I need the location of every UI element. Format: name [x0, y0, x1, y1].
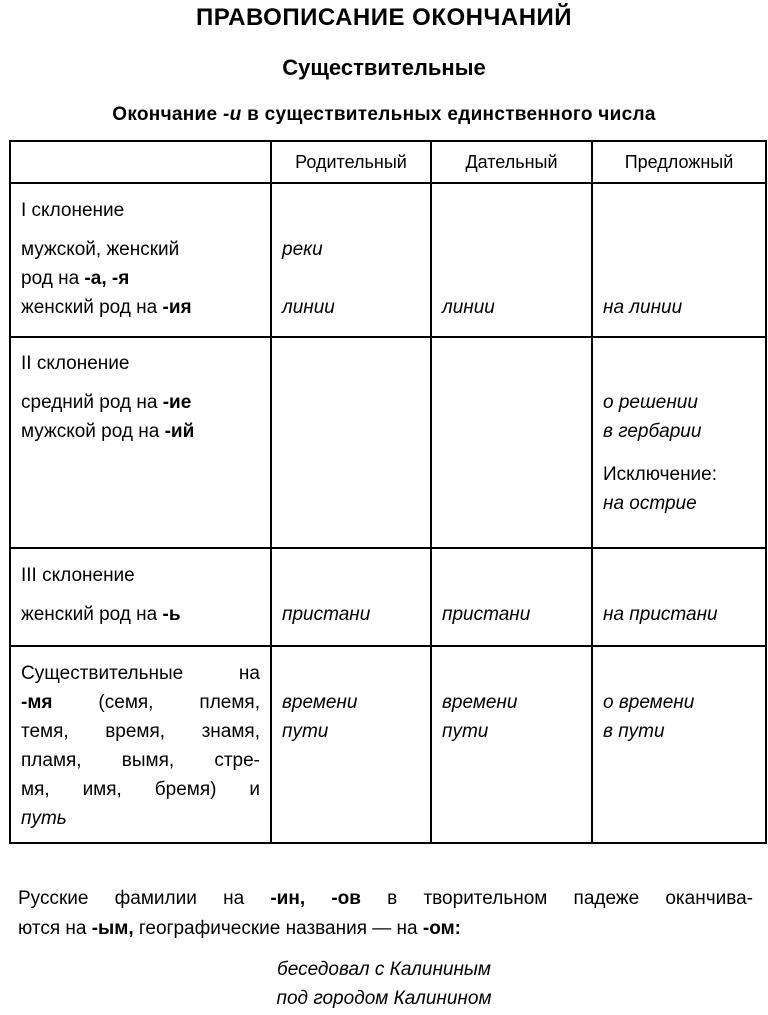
cell-prepositional	[592, 337, 766, 548]
row-desc-line	[21, 293, 260, 322]
example-word: на пристани	[603, 604, 718, 625]
example-word: пути	[282, 721, 329, 742]
cell-dative	[431, 183, 592, 337]
cell-prepositional	[592, 548, 766, 646]
cell-genitive	[271, 183, 431, 337]
note-text: ются на	[18, 918, 92, 939]
header-genitive: Родительный	[271, 141, 431, 183]
example-word: линии	[442, 297, 495, 318]
cell-dative	[431, 548, 592, 646]
cell-prepositional	[592, 183, 766, 337]
desc-ending: -ия	[162, 297, 192, 318]
cell-prepositional	[592, 646, 766, 843]
row-desc-line	[21, 388, 260, 417]
desc-text: род на	[21, 268, 85, 289]
example-word: пристани	[282, 604, 371, 625]
exception-word: на острие	[603, 493, 697, 514]
note-ending: -ым,	[91, 918, 134, 939]
desc-text: женский род на	[21, 604, 163, 625]
cell-genitive	[271, 337, 431, 548]
example-word: реки	[282, 239, 323, 260]
row-desc	[10, 183, 271, 337]
row-desc	[10, 548, 271, 646]
exception-label: Исключение:	[603, 464, 718, 485]
header-dative: Дательный	[431, 141, 592, 183]
cell-dative	[431, 337, 592, 548]
table-row	[10, 548, 766, 646]
example-word: о времени	[603, 692, 695, 713]
caption-ending: -и	[222, 104, 242, 125]
example-word: пути	[442, 721, 489, 742]
page-title: ПРАВОПИСАНИЕ ОКОНЧАНИЙ	[195, 4, 573, 31]
row-desc-line: путь	[21, 808, 67, 829]
table-row	[10, 183, 766, 337]
endings-table	[9, 140, 767, 844]
example-word: на линии	[603, 297, 683, 318]
row-desc-line	[21, 417, 260, 446]
example-word: в гербарии	[603, 421, 702, 442]
row-desc-line	[21, 600, 260, 629]
table-row	[10, 337, 766, 548]
example-word: времени	[282, 692, 358, 713]
row-desc-line: темя, время, знамя,	[21, 721, 260, 742]
declension-label: III склонение	[21, 565, 135, 586]
row-desc-line: пламя, вымя, стре-	[21, 750, 260, 771]
section-subtitle: Существительные	[282, 55, 486, 80]
note-text: в творительном падеже оканчива-	[360, 888, 753, 909]
desc-ending: -мя	[21, 692, 53, 713]
desc-text: (семя, племя,	[52, 692, 260, 713]
declension-label: I склонение	[21, 200, 125, 221]
desc-text: мужской род на	[21, 421, 165, 442]
example-word: о решении	[603, 392, 698, 413]
cell-dative	[431, 646, 592, 843]
row-desc-line	[21, 264, 260, 293]
note-ending: -ин, -ов	[270, 888, 361, 909]
table-header-row	[10, 141, 766, 183]
note-text: географические названия — на	[133, 918, 423, 939]
note-line	[18, 914, 753, 944]
note-line	[18, 884, 753, 914]
table-caption	[0, 104, 768, 126]
desc-ending: -ие	[162, 392, 192, 413]
row-desc-line: Существительные на	[21, 663, 260, 684]
header-prepositional: Предложный	[592, 141, 766, 183]
surname-note	[18, 884, 753, 944]
desc-text: средний род на	[21, 392, 163, 413]
cell-genitive	[271, 646, 431, 843]
row-desc-line: мя, имя, бремя) и	[21, 779, 260, 800]
note-example: беседовал с Калининым	[277, 959, 491, 980]
example-word: линии	[282, 297, 335, 318]
desc-text: женский род на	[21, 297, 163, 318]
note-example: под городом Калинином	[276, 988, 492, 1009]
desc-ending: -а, -я	[84, 268, 130, 289]
example-word: времени	[442, 692, 518, 713]
caption-pre: Окончание	[112, 104, 223, 125]
cell-genitive	[271, 548, 431, 646]
desc-ending: -ий	[164, 421, 195, 442]
example-word: пристани	[442, 604, 531, 625]
table-row	[10, 646, 766, 843]
caption-post: в существительных единственного числа	[241, 104, 656, 125]
row-desc-line	[21, 688, 260, 717]
header-empty	[10, 141, 271, 183]
note-examples	[0, 955, 768, 1013]
row-desc	[10, 646, 271, 843]
desc-ending: -ь	[162, 604, 181, 625]
example-word: в пути	[603, 721, 665, 742]
note-text: Русские фамилии на	[18, 888, 271, 909]
row-desc	[10, 337, 271, 548]
row-desc-line: мужской, женский	[21, 239, 180, 260]
note-ending: -ом:	[422, 918, 461, 939]
declension-label: II склонение	[21, 353, 130, 374]
